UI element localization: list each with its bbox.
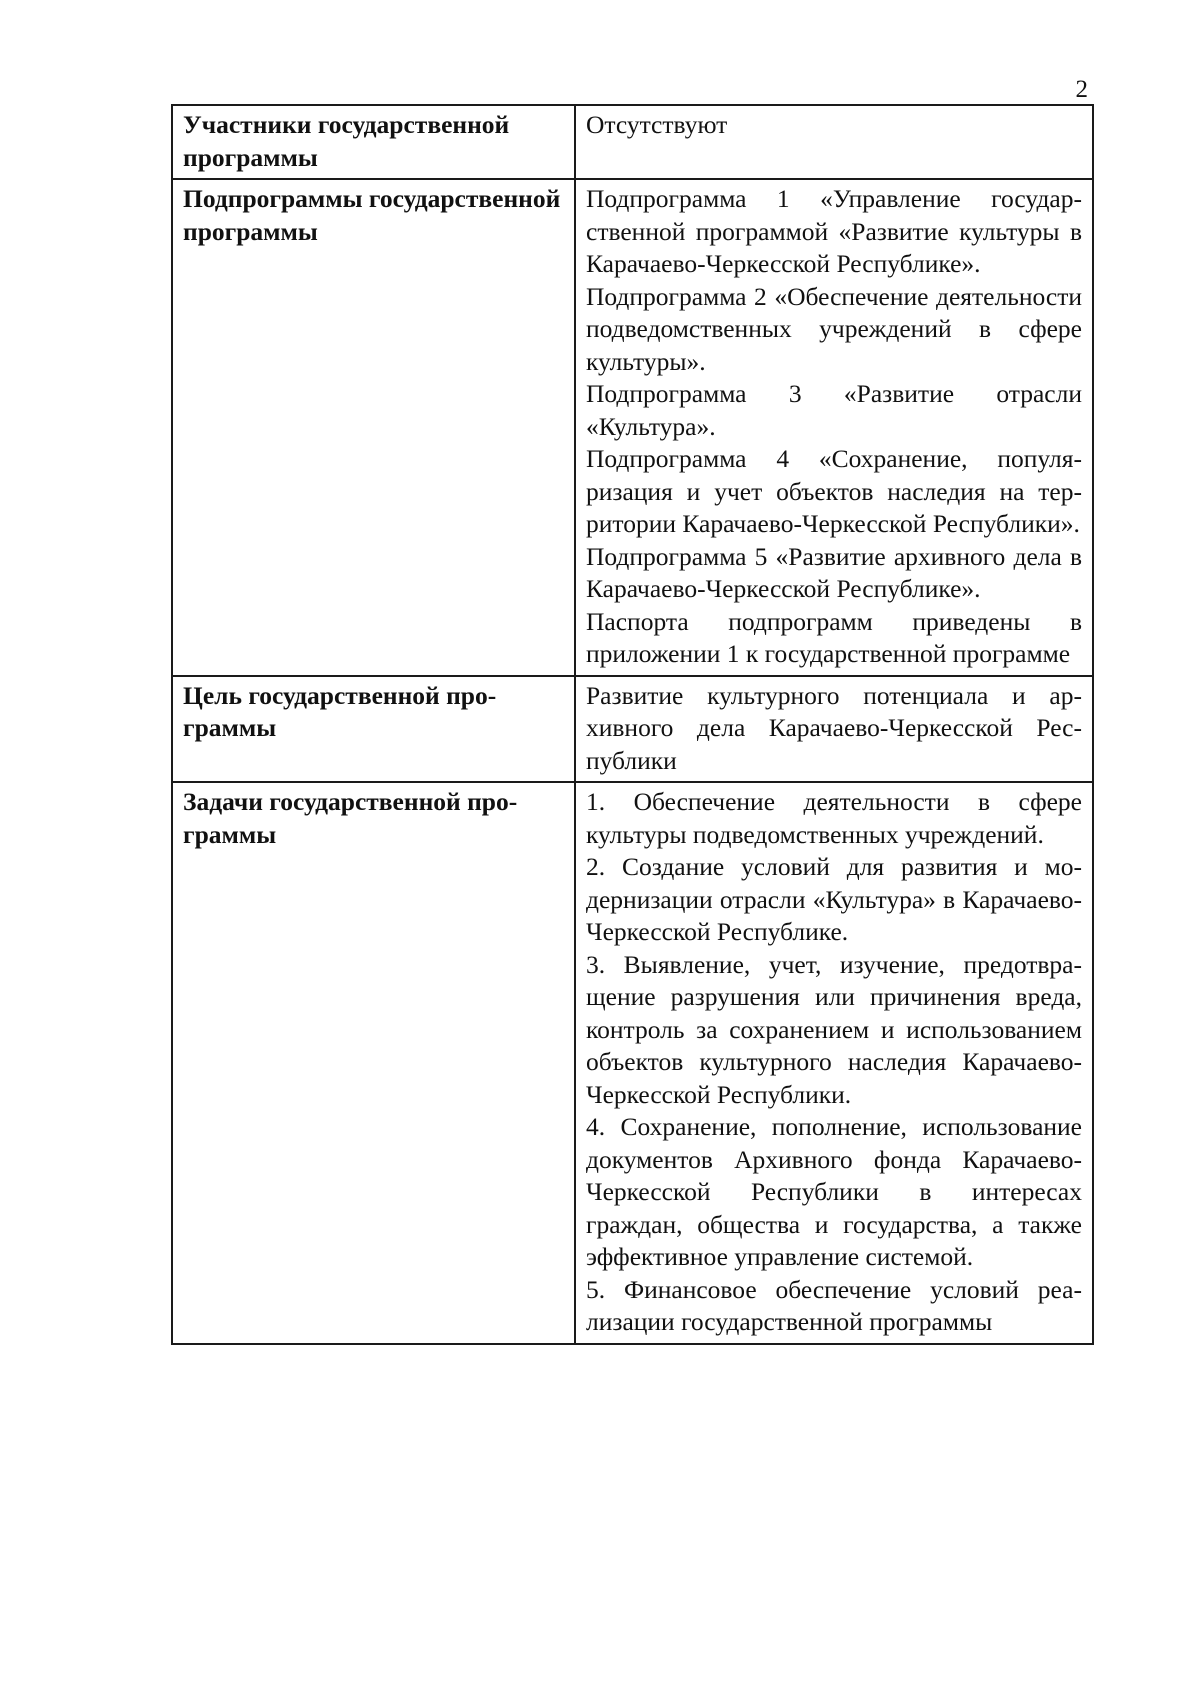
- row-label-participants: Участники государственной программы: [172, 105, 575, 179]
- value-paragraph: Подпрограмма 5 «Развитие архивного дела в Карачаево-Черкесской Республике».: [586, 541, 1082, 603]
- value-paragraph: Подпрограмма 1 «Управление государственной программой «Развитие культуры в Карачаево-Черкесской Республике».: [586, 184, 1082, 278]
- table-row-goal: [172, 676, 1093, 783]
- program-passport-table: [171, 104, 1094, 1345]
- row-label-subprograms: Подпрограммы государственной программы: [172, 179, 575, 676]
- value-paragraph: 2. Создание условий для развития и модернизации отрасли «Культура» в Карачаево-Черкесской Республике.: [586, 852, 1082, 946]
- row-value-tasks: [575, 782, 1093, 1344]
- table-row-subprograms: [172, 179, 1093, 676]
- value-paragraph: Развитие культурного потенциала и архивного дела Карачаево-Черкесской Республики: [586, 680, 1082, 775]
- value-paragraph: Подпрограмма 2 «Обеспечение деятельности подведомственных учреждений в сфере культуры».: [586, 281, 1082, 376]
- row-value-subprograms: [575, 179, 1093, 676]
- value-paragraph: Подпрограмма 3 «Развитие отрасли «Культура».: [586, 379, 1082, 441]
- value-paragraph: 3. Выявление, учет, изучение, предотвращение разрушения или причинения вреда, контроль за сохранением и использованием объектов культурного наследия Карачаево-Черкесской Республики.: [586, 949, 1082, 1109]
- value-paragraph: 4. Сохранение, пополнение, использование документов Архивного фонда Карачаево-Черкесской Республики в интересах граждан, общества и государства, а также эффективное управление системой.: [586, 1112, 1082, 1271]
- value-paragraph: Отсутствуют: [586, 110, 728, 139]
- row-label-goal: Цель государственной программы: [172, 676, 575, 783]
- value-paragraph: 5. Финансовое обеспечение условий реализации государственной программы: [586, 1274, 1082, 1336]
- value-paragraph: 1. Обеспечение деятельности в сфере культуры подведомственных учреждений.: [586, 787, 1082, 849]
- table-row-tasks: [172, 782, 1093, 1344]
- table-row-participants: [172, 105, 1093, 179]
- row-value-goal: [575, 676, 1093, 783]
- page-number: 2: [1075, 76, 1088, 103]
- value-paragraph: Паспорта подпрограмм приведены в приложении 1 к государственной программе: [586, 606, 1082, 668]
- row-value-participants: [575, 105, 1093, 179]
- row-label-tasks: Задачи государственной программы: [172, 782, 575, 1344]
- value-paragraph: Подпрограмма 4 «Сохранение, популяризация и учет объектов наследия на территории Карачаево-Черкесской Республики».: [586, 444, 1082, 538]
